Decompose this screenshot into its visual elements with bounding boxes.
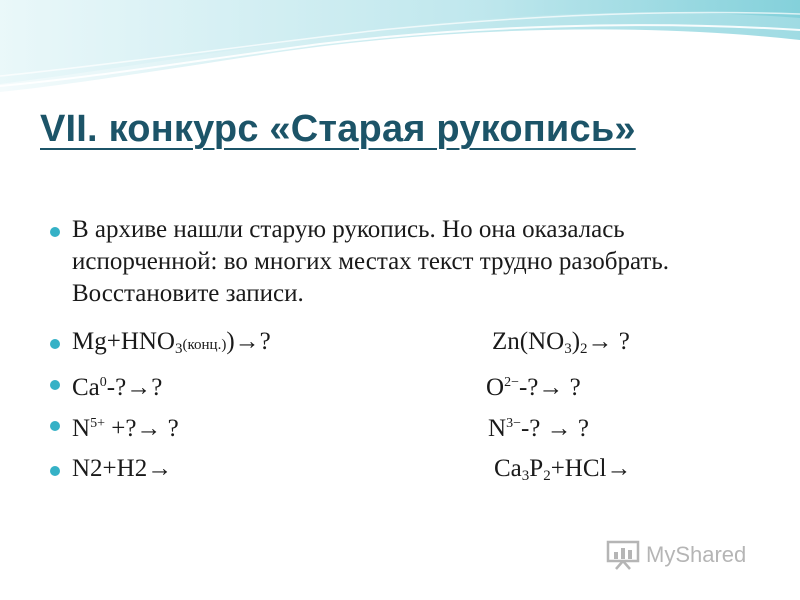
header-wave-decoration	[0, 0, 800, 100]
watermark-logo	[606, 538, 746, 572]
bullet-icon	[50, 339, 60, 349]
equation-left-4: N2+H2→	[72, 455, 173, 482]
equation-left-1: $Mg+HNO_3(конц.))\to$?	[72, 328, 271, 357]
bullet-icon	[50, 421, 60, 431]
equation-right-2: $O^{2-}-?\to$ ?	[486, 374, 581, 401]
watermark-text: MyShared	[646, 542, 747, 567]
equation-left-3: $N^{5+}$ +?→ ?	[72, 415, 179, 442]
slide-title: VII. конкурс «Старая рукопись»	[40, 108, 636, 150]
intro-paragraph: В архиве нашли старую рукопись. Но она оказалась испорченной: во многих местах текст трудно разобрать. Восстановите записи.	[72, 216, 669, 307]
equation-right-4: $Ca_3P_2+HCl\to$	[494, 455, 632, 484]
equation-right-3: $N^{3-}-$? → ?	[488, 415, 589, 442]
bullet-icon	[50, 466, 60, 476]
presentation-icon	[606, 540, 640, 570]
bullet-icon	[50, 227, 60, 237]
bullet-icon	[50, 380, 60, 390]
equation-left-2: $Ca^0-?\to$?	[72, 374, 163, 401]
equation-right-1: $Zn(NO_3)_2\to$ ?	[492, 328, 630, 357]
